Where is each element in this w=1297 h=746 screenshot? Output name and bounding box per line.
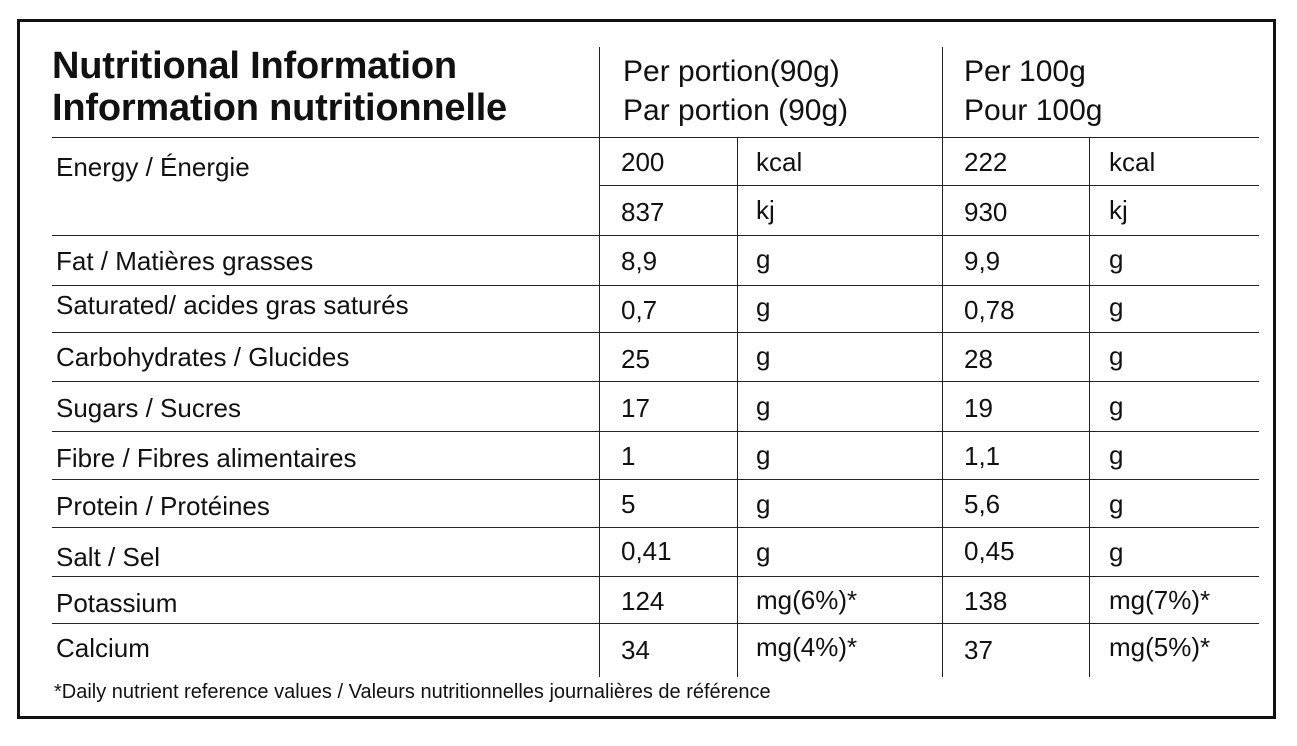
- fibre-portion-unit: g: [756, 440, 771, 470]
- row-divider: [52, 381, 1259, 382]
- energy-kj-per100-unit: kj: [1109, 195, 1128, 225]
- energy-kcal-portion-unit: kcal: [756, 147, 803, 177]
- calcium-per100-value: 37: [964, 635, 993, 665]
- column-divider-portion-unit: [737, 137, 738, 677]
- potassium-portion-unit: mg(6%)*: [756, 585, 858, 615]
- sugars-per100-unit: g: [1109, 391, 1124, 421]
- fibre-per100-value: 1,1: [964, 441, 1001, 471]
- sugars-per100-value: 19: [964, 393, 993, 423]
- energy-kcal-portion-value: 200: [621, 147, 665, 177]
- saturated-portion-value: 0,7: [621, 295, 658, 325]
- nutrition-label: [17, 19, 1276, 719]
- salt-portion-value: 0,41: [621, 536, 672, 566]
- fat-per100-unit: g: [1109, 244, 1124, 274]
- protein-portion-unit: g: [756, 489, 771, 519]
- per-portion-heading-french: Par portion (90g): [623, 94, 849, 127]
- salt-per100-unit: g: [1109, 537, 1124, 567]
- energy-kcal-per100-value: 222: [964, 147, 1008, 177]
- per-100g-heading-french: Pour 100g: [964, 94, 1103, 127]
- fat-portion-value: 8,9: [621, 246, 658, 276]
- row-divider: [52, 527, 1259, 528]
- column-divider-per100: [942, 47, 943, 677]
- carbohydrates-per100-unit: g: [1109, 341, 1124, 371]
- nutrient-label-sugars: Sugars / Sucres: [56, 393, 241, 423]
- nutrient-label-fat: Fat / Matières grasses: [56, 246, 314, 276]
- energy-kj-portion-value: 837: [621, 197, 665, 227]
- sugars-portion-unit: g: [756, 391, 771, 421]
- nutrient-label-salt: Salt / Sel: [56, 542, 161, 572]
- energy-kcal-per100-unit: kcal: [1109, 147, 1156, 177]
- saturated-per100-value: 0,78: [964, 295, 1015, 325]
- calcium-portion-value: 34: [621, 635, 650, 665]
- carbohydrates-portion-value: 25: [621, 344, 650, 374]
- nutrient-label-fibre: Fibre / Fibres alimentaires: [56, 443, 357, 473]
- column-divider-portion: [599, 47, 600, 677]
- saturated-per100-unit: g: [1109, 292, 1124, 322]
- per-portion-heading-english: Per portion(90g): [623, 55, 840, 88]
- fibre-portion-value: 1: [621, 441, 636, 471]
- saturated-portion-unit: g: [756, 292, 771, 322]
- calcium-portion-unit: mg(4%)*: [756, 632, 858, 662]
- row-divider: [52, 479, 1259, 480]
- nutrient-label-calcium: Calcium: [56, 633, 150, 663]
- row-divider: [52, 431, 1259, 432]
- sugars-portion-value: 17: [621, 393, 650, 423]
- footnote: *Daily nutrient reference values / Valeurs nutritionnelles journalières de référence: [54, 681, 771, 703]
- nutrient-label-saturated: Saturated/ acides gras saturés: [56, 290, 409, 320]
- protein-per100-unit: g: [1109, 489, 1124, 519]
- energy-kj-per100-value: 930: [964, 197, 1008, 227]
- header-divider: [52, 137, 1259, 138]
- carbohydrates-per100-value: 28: [964, 344, 993, 374]
- fat-portion-unit: g: [756, 244, 771, 274]
- fat-per100-value: 9,9: [964, 246, 1001, 276]
- protein-per100-value: 5,6: [964, 489, 1001, 519]
- energy-kj-portion-unit: kj: [756, 195, 775, 225]
- row-divider: [52, 576, 1259, 577]
- potassium-portion-value: 124: [621, 586, 665, 616]
- title-english: Nutritional Information: [52, 45, 457, 87]
- carbohydrates-portion-unit: g: [756, 341, 771, 371]
- row-divider: [52, 623, 1259, 624]
- title-french: Information nutritionnelle: [52, 87, 507, 129]
- nutrient-label-energy: Energy / Énergie: [56, 152, 250, 182]
- nutrient-label-carbohydrates: Carbohydrates / Glucides: [56, 342, 350, 372]
- salt-portion-unit: g: [756, 537, 771, 567]
- nutrient-label-potassium: Potassium: [56, 588, 178, 618]
- per-100g-heading-english: Per 100g: [964, 55, 1086, 88]
- row-divider: [52, 235, 1259, 236]
- column-divider-per100-unit: [1089, 137, 1090, 677]
- potassium-per100-unit: mg(7%)*: [1109, 585, 1211, 615]
- nutrient-label-protein: Protein / Protéines: [56, 491, 270, 521]
- protein-portion-value: 5: [621, 489, 636, 519]
- fibre-per100-unit: g: [1109, 440, 1124, 470]
- row-divider: [52, 332, 1259, 333]
- calcium-per100-unit: mg(5%)*: [1109, 632, 1211, 662]
- row-divider: [52, 285, 1259, 286]
- row-divider-energy-units: [599, 185, 1259, 186]
- salt-per100-value: 0,45: [964, 536, 1015, 566]
- potassium-per100-value: 138: [964, 586, 1008, 616]
